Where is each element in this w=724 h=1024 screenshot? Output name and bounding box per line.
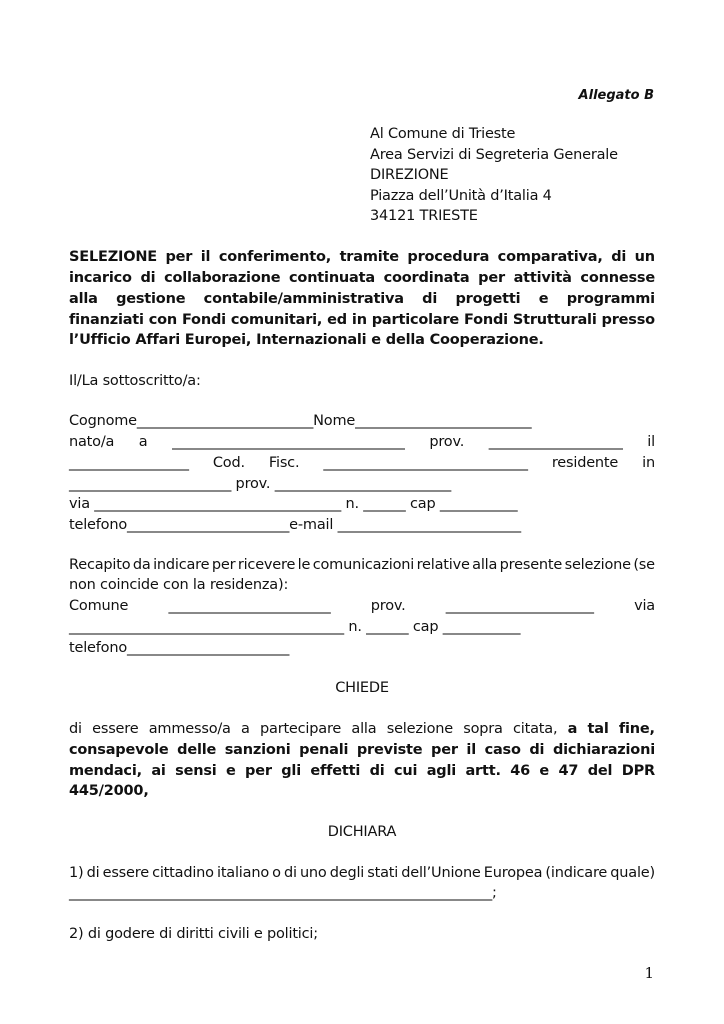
word: sensi xyxy=(175,763,217,779)
word: di xyxy=(140,270,156,286)
word: _________________ xyxy=(69,455,189,471)
word: alla xyxy=(351,721,377,737)
word: o xyxy=(272,865,281,881)
word: per xyxy=(431,742,458,758)
cognome-nome-field: Cognome_________________________Nome_________________________ xyxy=(69,413,532,429)
word: _____________________ xyxy=(445,598,594,614)
address-line-1: Al Comune di Trieste xyxy=(370,126,516,142)
word: da xyxy=(132,557,151,573)
word: e xyxy=(539,763,550,779)
word: tal xyxy=(587,721,609,737)
word: selezione xyxy=(564,557,631,573)
word: delle xyxy=(177,742,217,758)
word: Fondi xyxy=(464,312,508,328)
word: prov. xyxy=(429,434,465,450)
word: DPR xyxy=(621,763,655,779)
word: ai xyxy=(151,763,166,779)
word: fine, xyxy=(618,721,655,737)
word: mendaci, xyxy=(69,763,142,779)
dichiara-heading: DICHIARA xyxy=(327,824,397,840)
word: a xyxy=(138,434,148,450)
word: stati xyxy=(367,865,399,881)
word: nato/a xyxy=(69,434,115,450)
word: presso xyxy=(601,312,655,328)
word: artt. xyxy=(465,763,501,779)
word: Fisc. xyxy=(268,455,300,471)
word: per xyxy=(245,763,272,779)
address-line-3: DIREZIONE xyxy=(370,167,449,183)
address-line-5: 34121 TRIESTE xyxy=(370,208,478,224)
word: del xyxy=(587,763,613,779)
word: via xyxy=(634,598,655,614)
word: relative xyxy=(416,557,470,573)
word: connesse xyxy=(580,270,655,286)
word: procedura xyxy=(407,249,490,265)
word: di xyxy=(369,763,385,779)
chiede-line-3 xyxy=(69,761,655,781)
word: e xyxy=(538,291,549,307)
word: di xyxy=(283,865,297,881)
word: comunicazioni xyxy=(312,557,415,573)
word: di xyxy=(422,291,438,307)
recapito-line-1 xyxy=(69,555,655,575)
word: essere xyxy=(92,721,139,737)
word: Fondi xyxy=(181,312,226,328)
chiede-line-2 xyxy=(69,740,655,760)
word: tramite xyxy=(339,249,399,265)
allegato-label: Allegato B xyxy=(578,88,654,103)
word: comparativa, xyxy=(497,249,603,265)
word: ricevere xyxy=(237,557,296,573)
word: sanzioni xyxy=(224,742,291,758)
word: di xyxy=(69,721,82,737)
word: uno xyxy=(299,865,327,881)
chiede-line-4: 445/2000, xyxy=(69,783,149,799)
title-line-1 xyxy=(69,247,655,267)
word: _________________________________ xyxy=(172,434,405,450)
word: coordinata xyxy=(383,270,470,286)
word: 46 xyxy=(510,763,530,779)
title-line-3 xyxy=(69,289,655,309)
via-field-line: via ___________________________________ n. ______ cap ___________ xyxy=(69,496,518,512)
word: per xyxy=(478,270,505,286)
recapito-line-2: non coincide con la residenza): xyxy=(69,577,289,593)
dichiara-item-1-line-1 xyxy=(69,863,655,883)
word: essere xyxy=(102,865,149,881)
word: cui xyxy=(393,763,418,779)
telefono-email-field: telefono_______________________e-mail __________________________ xyxy=(69,517,521,533)
word: effetti xyxy=(310,763,361,779)
dichiara-item-2: 2) di godere di diritti civili e politici; xyxy=(69,926,318,942)
word: di xyxy=(611,249,627,265)
word: sopra xyxy=(463,721,503,737)
word: ammesso/a xyxy=(148,721,231,737)
word: comunitari, xyxy=(230,312,323,328)
word: consapevole xyxy=(69,742,169,758)
word: indicare xyxy=(153,557,210,573)
word: per xyxy=(165,249,193,265)
word: degli xyxy=(329,865,365,881)
word: alla xyxy=(472,557,498,573)
title-line-4 xyxy=(69,310,655,330)
word: programmi xyxy=(566,291,655,307)
word: ed xyxy=(327,312,347,328)
word: per xyxy=(211,557,236,573)
residenza-prov-field: _______________________ prov. _________________________ xyxy=(69,476,452,492)
word: il xyxy=(647,434,655,450)
word: alla xyxy=(69,291,98,307)
word: caso xyxy=(484,742,521,758)
title-line-5: l’Ufficio Affari Europei, Internazionali e della Cooperazione. xyxy=(69,332,544,348)
word: Comune xyxy=(69,598,129,614)
word: Strutturali xyxy=(512,312,597,328)
word: il xyxy=(466,742,476,758)
recapito-via-field: _______________________________________ n. ______ cap ___________ xyxy=(69,619,521,635)
word: Recapito xyxy=(69,557,131,573)
word: gestione xyxy=(116,291,186,307)
sottoscritto-label: Il/La sottoscritto/a: xyxy=(69,373,201,389)
word: agli xyxy=(426,763,457,779)
word: penali xyxy=(299,742,349,758)
page-number: 1 xyxy=(644,964,654,982)
word: le xyxy=(297,557,311,573)
word: progetti xyxy=(455,291,521,307)
word: a xyxy=(567,721,578,737)
word: citata, xyxy=(513,721,558,737)
word: residente xyxy=(551,455,619,471)
address-line-4: Piazza dell’Unità d’Italia 4 xyxy=(370,188,552,204)
dichiara-item-1-field: ____________________________________________________________; xyxy=(69,885,497,901)
word: selezione xyxy=(386,721,453,737)
word: conferimento, xyxy=(218,249,332,265)
word: italiano xyxy=(216,865,269,881)
word: particolare xyxy=(371,312,460,328)
chiede-line-1 xyxy=(69,719,655,739)
word: 47 xyxy=(558,763,579,779)
codfisc-field-line xyxy=(69,453,655,473)
word: di xyxy=(529,742,545,758)
title-line-2 xyxy=(69,268,655,288)
word: dell’Unione xyxy=(401,865,481,881)
word: un xyxy=(634,249,655,265)
word: presente xyxy=(499,557,563,573)
word: continuata xyxy=(289,270,375,286)
word: finanziati xyxy=(69,312,144,328)
word: _______________________ xyxy=(168,598,331,614)
word: collaborazione xyxy=(164,270,281,286)
word: gli xyxy=(281,763,301,779)
nato-field-line xyxy=(69,432,655,452)
word: ___________________ xyxy=(488,434,623,450)
word: _____________________________ xyxy=(323,455,528,471)
word: partecipare xyxy=(260,721,342,737)
word: in xyxy=(642,455,655,471)
word: previste xyxy=(356,742,423,758)
word: a xyxy=(241,721,250,737)
word: attività xyxy=(513,270,572,286)
word: di xyxy=(86,865,100,881)
word: cittadino xyxy=(152,865,214,881)
word: incarico xyxy=(69,270,132,286)
word: in xyxy=(351,312,367,328)
word: e xyxy=(225,763,236,779)
word: prov. xyxy=(370,598,406,614)
word: Cod. xyxy=(212,455,245,471)
word: 1) xyxy=(69,865,84,881)
word: con xyxy=(148,312,178,328)
recapito-comune-field xyxy=(69,596,655,616)
word: contabile/amministrativa xyxy=(203,291,404,307)
word: (se xyxy=(633,557,655,573)
word: quale) xyxy=(610,865,655,881)
word: il xyxy=(200,249,211,265)
word: SELEZIONE xyxy=(69,249,157,265)
word: Europea xyxy=(483,865,543,881)
word: (indicare xyxy=(545,865,608,881)
chiede-heading: CHIEDE xyxy=(335,680,389,696)
address-line-2: Area Servizi di Segreteria Generale xyxy=(370,147,618,163)
word: dichiarazioni xyxy=(552,742,655,758)
recapito-telefono-field: telefono_______________________ xyxy=(69,640,290,656)
